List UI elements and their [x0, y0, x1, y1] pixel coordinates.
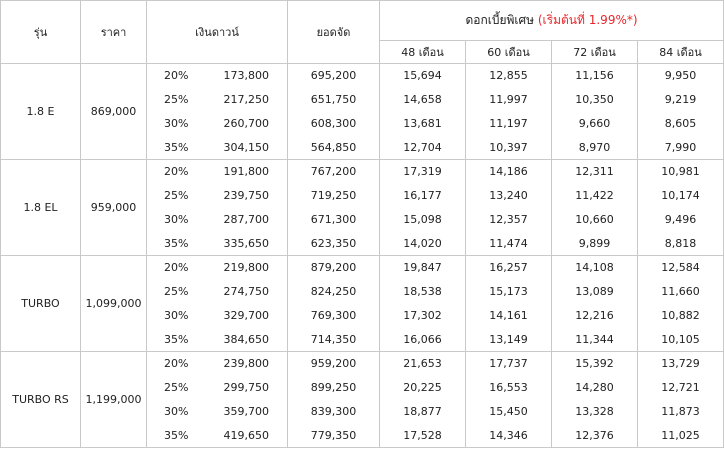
- installment-48-cell: 21,653: [380, 352, 466, 376]
- installment-84-cell: 11,025: [638, 424, 724, 448]
- installment-48-cell: 14,020: [380, 232, 466, 256]
- finance-cell: 959,200: [288, 352, 380, 376]
- installment-72-cell: 12,311: [552, 160, 638, 184]
- table-row: [1, 64, 724, 88]
- down-percent-cell: 20%: [147, 160, 206, 184]
- down-amount-cell: 335,650: [206, 232, 288, 256]
- installment-60-cell: 14,186: [466, 160, 552, 184]
- down-amount-cell: 217,250: [206, 88, 288, 112]
- header-term-48: 48 เดือน: [380, 41, 466, 64]
- down-percent-cell: 25%: [147, 376, 206, 400]
- installment-84-cell: 12,584: [638, 256, 724, 280]
- down-percent-cell: 30%: [147, 112, 206, 136]
- down-amount-cell: 274,750: [206, 280, 288, 304]
- down-percent-cell: 25%: [147, 184, 206, 208]
- table-row: [1, 160, 724, 184]
- installment-72-cell: 8,970: [552, 136, 638, 160]
- table-row: [1, 256, 724, 280]
- installment-84-cell: 10,174: [638, 184, 724, 208]
- installment-72-cell: 10,350: [552, 88, 638, 112]
- model-cell: TURBO: [1, 256, 81, 352]
- finance-cell: 623,350: [288, 232, 380, 256]
- down-percent-cell: 35%: [147, 328, 206, 352]
- header-price: ราคา: [81, 1, 147, 64]
- table-row: [1, 352, 724, 376]
- price-cell: 959,000: [81, 160, 147, 256]
- installment-72-cell: 15,392: [552, 352, 638, 376]
- installment-48-cell: 15,098: [380, 208, 466, 232]
- down-amount-cell: 173,800: [206, 64, 288, 88]
- installment-72-cell: 11,156: [552, 64, 638, 88]
- header-finance-amount: ยอดจัด: [288, 1, 380, 64]
- installment-72-cell: 12,376: [552, 424, 638, 448]
- installment-84-cell: 10,981: [638, 160, 724, 184]
- header-term-72: 72 เดือน: [552, 41, 638, 64]
- installment-72-cell: 14,108: [552, 256, 638, 280]
- installment-48-cell: 16,177: [380, 184, 466, 208]
- installment-84-cell: 13,729: [638, 352, 724, 376]
- installment-60-cell: 13,240: [466, 184, 552, 208]
- installment-48-cell: 12,704: [380, 136, 466, 160]
- down-percent-cell: 20%: [147, 352, 206, 376]
- installment-48-cell: 20,225: [380, 376, 466, 400]
- installment-48-cell: 15,694: [380, 64, 466, 88]
- installment-84-cell: 8,605: [638, 112, 724, 136]
- down-percent-cell: 35%: [147, 232, 206, 256]
- model-cell: TURBO RS: [1, 352, 81, 448]
- down-percent-cell: 35%: [147, 424, 206, 448]
- installment-72-cell: 10,660: [552, 208, 638, 232]
- finance-cell: 899,250: [288, 376, 380, 400]
- finance-cell: 695,200: [288, 64, 380, 88]
- down-amount-cell: 191,800: [206, 160, 288, 184]
- finance-cell: 824,250: [288, 280, 380, 304]
- header-interest-highlight: (เริ่มต้นที่ 1.99%*): [537, 13, 638, 27]
- installment-72-cell: 11,344: [552, 328, 638, 352]
- installment-60-cell: 11,197: [466, 112, 552, 136]
- down-percent-cell: 30%: [147, 400, 206, 424]
- table-body: [1, 64, 724, 448]
- installment-48-cell: 13,681: [380, 112, 466, 136]
- price-cell: 1,199,000: [81, 352, 147, 448]
- finance-cell: 671,300: [288, 208, 380, 232]
- header-model: รุ่น: [1, 1, 81, 64]
- installment-60-cell: 13,149: [466, 328, 552, 352]
- finance-cell: 879,200: [288, 256, 380, 280]
- installment-84-cell: 9,496: [638, 208, 724, 232]
- installment-72-cell: 13,089: [552, 280, 638, 304]
- installment-60-cell: 15,173: [466, 280, 552, 304]
- installment-48-cell: 18,538: [380, 280, 466, 304]
- installment-84-cell: 12,721: [638, 376, 724, 400]
- installment-60-cell: 16,553: [466, 376, 552, 400]
- down-amount-cell: 287,700: [206, 208, 288, 232]
- installment-84-cell: 11,660: [638, 280, 724, 304]
- finance-cell: 839,300: [288, 400, 380, 424]
- finance-cell: 779,350: [288, 424, 380, 448]
- model-cell: 1.8 E: [1, 64, 81, 160]
- down-percent-cell: 30%: [147, 304, 206, 328]
- header-term-84: 84 เดือน: [638, 41, 724, 64]
- installment-60-cell: 12,357: [466, 208, 552, 232]
- installment-60-cell: 11,474: [466, 232, 552, 256]
- price-cell: 1,099,000: [81, 256, 147, 352]
- installment-72-cell: 12,216: [552, 304, 638, 328]
- installment-72-cell: 14,280: [552, 376, 638, 400]
- down-amount-cell: 329,700: [206, 304, 288, 328]
- header-term-60: 60 เดือน: [466, 41, 552, 64]
- installment-60-cell: 14,346: [466, 424, 552, 448]
- installment-84-cell: 10,105: [638, 328, 724, 352]
- finance-cell: 651,750: [288, 88, 380, 112]
- down-percent-cell: 35%: [147, 136, 206, 160]
- header-interest: [380, 1, 724, 41]
- header-down-payment: เงินดาวน์: [147, 1, 288, 64]
- installment-72-cell: 11,422: [552, 184, 638, 208]
- header-interest-label: ดอกเบี้ยพิเศษ: [465, 13, 535, 27]
- finance-cell: 608,300: [288, 112, 380, 136]
- installment-48-cell: 16,066: [380, 328, 466, 352]
- down-percent-cell: 25%: [147, 88, 206, 112]
- installment-48-cell: 18,877: [380, 400, 466, 424]
- installment-60-cell: 12,855: [466, 64, 552, 88]
- installment-72-cell: 13,328: [552, 400, 638, 424]
- table-header: [1, 1, 724, 64]
- installment-48-cell: 17,302: [380, 304, 466, 328]
- down-amount-cell: 359,700: [206, 400, 288, 424]
- installment-60-cell: 15,450: [466, 400, 552, 424]
- installment-60-cell: 14,161: [466, 304, 552, 328]
- installment-84-cell: 11,873: [638, 400, 724, 424]
- installment-60-cell: 10,397: [466, 136, 552, 160]
- down-amount-cell: 299,750: [206, 376, 288, 400]
- installment-48-cell: 14,658: [380, 88, 466, 112]
- down-amount-cell: 304,150: [206, 136, 288, 160]
- down-amount-cell: 239,750: [206, 184, 288, 208]
- price-cell: 869,000: [81, 64, 147, 160]
- down-percent-cell: 30%: [147, 208, 206, 232]
- down-percent-cell: 20%: [147, 256, 206, 280]
- down-amount-cell: 384,650: [206, 328, 288, 352]
- installment-72-cell: 9,660: [552, 112, 638, 136]
- installment-60-cell: 11,997: [466, 88, 552, 112]
- installment-48-cell: 19,847: [380, 256, 466, 280]
- installment-84-cell: 8,818: [638, 232, 724, 256]
- installment-84-cell: 10,882: [638, 304, 724, 328]
- finance-cell: 714,350: [288, 328, 380, 352]
- installment-60-cell: 16,257: [466, 256, 552, 280]
- down-amount-cell: 260,700: [206, 112, 288, 136]
- installment-60-cell: 17,737: [466, 352, 552, 376]
- down-percent-cell: 20%: [147, 64, 206, 88]
- model-cell: 1.8 EL: [1, 160, 81, 256]
- finance-cell: 769,300: [288, 304, 380, 328]
- down-amount-cell: 419,650: [206, 424, 288, 448]
- finance-cell: 564,850: [288, 136, 380, 160]
- installment-84-cell: 7,990: [638, 136, 724, 160]
- down-amount-cell: 239,800: [206, 352, 288, 376]
- down-percent-cell: 25%: [147, 280, 206, 304]
- installment-48-cell: 17,528: [380, 424, 466, 448]
- installment-72-cell: 9,899: [552, 232, 638, 256]
- installment-84-cell: 9,219: [638, 88, 724, 112]
- installment-48-cell: 17,319: [380, 160, 466, 184]
- finance-cell: 719,250: [288, 184, 380, 208]
- finance-cell: 767,200: [288, 160, 380, 184]
- down-amount-cell: 219,800: [206, 256, 288, 280]
- installment-84-cell: 9,950: [638, 64, 724, 88]
